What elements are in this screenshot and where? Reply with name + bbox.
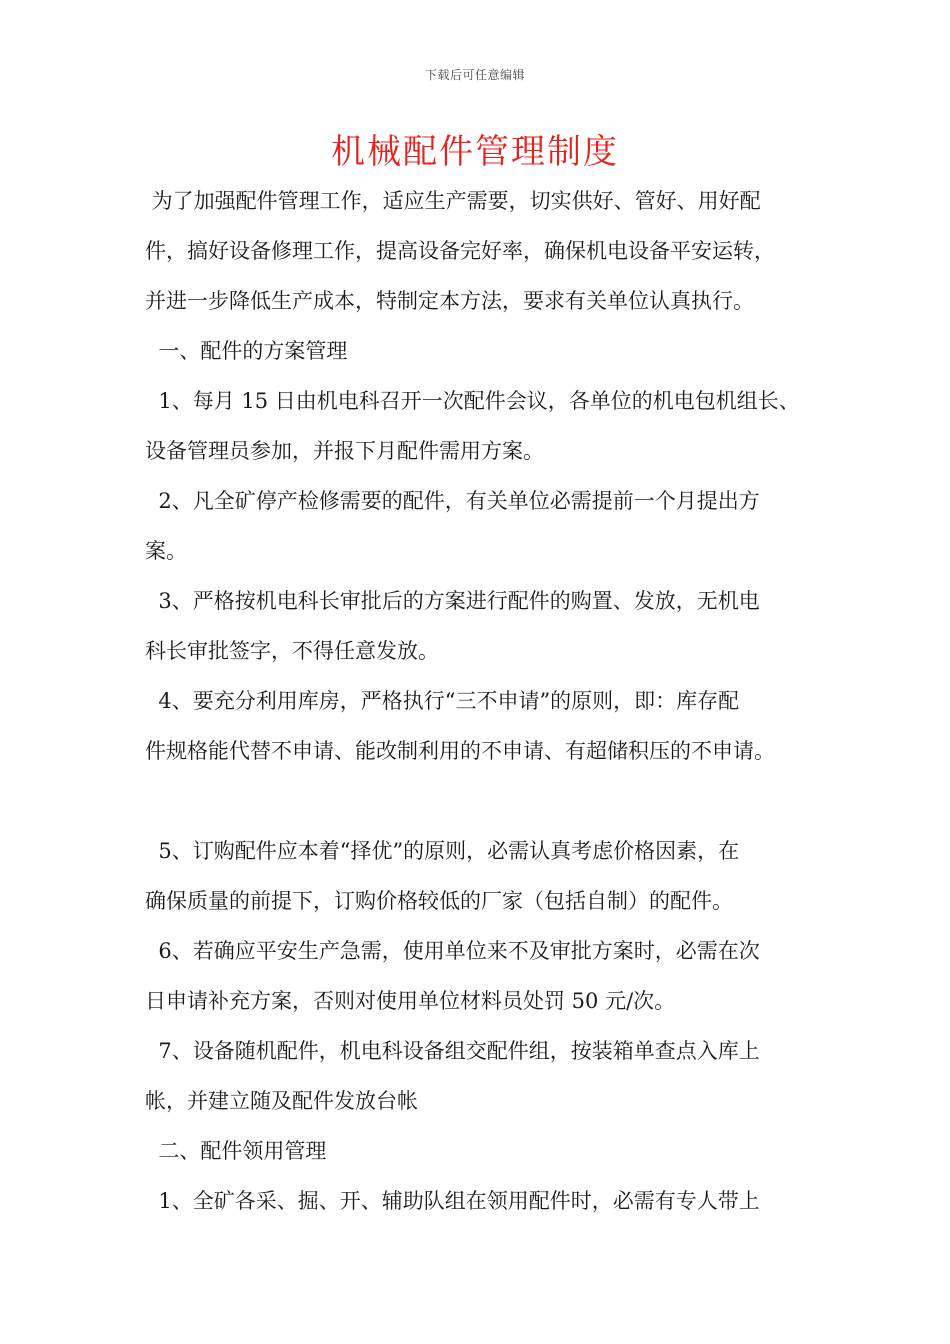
body-line: 二、配件领用管理	[145, 1139, 327, 1163]
document-title: 机械配件管理制度	[331, 132, 619, 172]
body-line: 为了加强配件管理工作，适应生产需要，切实供好、管好、用好配	[145, 189, 761, 213]
body-line: 案。	[145, 539, 187, 563]
body-line: 并进一步降低生产成本，特制定本方法，要求有关单位认真执行。	[145, 289, 754, 313]
body-line: 件规格能代替不申请、能改制利用的不申请、有超储积压的不申请。	[145, 739, 775, 763]
body-line: 2、凡全矿停产检修需要的配件，有关单位必需提前一个月提出方	[145, 489, 760, 513]
body-line: 帐，并建立随及配件发放台帐	[145, 1089, 418, 1113]
body-line: 7、设备随机配件，机电科设备组交配件组，按装箱单查点入库上	[145, 1039, 760, 1063]
body-line: 6、若确应平安生产急需，使用单位来不及审批方案时，必需在次	[145, 939, 760, 963]
body-line: 确保质量的前提下，订购价格较低的厂家（包括自制）的配件。	[145, 889, 733, 913]
header-note: 下载后可任意编辑	[424, 68, 525, 82]
body-line: 1、每月 15 日由机电科召开一次配件会议，各单位的机电包机组长、	[145, 389, 800, 413]
body-line: 5、订购配件应本着“择优”的原则，必需认真考虑价格因素，在	[145, 839, 740, 863]
body-line: 一、配件的方案管理	[145, 339, 348, 363]
body-line: 1、全矿各采、掘、开、辅助队组在领用配件时，必需有专人带上	[145, 1189, 760, 1213]
body-line: 日申请补充方案，否则对使用单位材料员处罚 50 元/次。	[145, 989, 676, 1013]
body-line: 4、要充分利用库房，严格执行“三不申请”的原则，即：库存配	[145, 689, 740, 713]
body-line: 设备管理员参加，并报下月配件需用方案。	[145, 439, 544, 463]
body-line: 3、严格按机电科长审批后的方案进行配件的购置、发放，无机电	[145, 589, 760, 613]
body-line: 科长审批签字，不得任意发放。	[145, 639, 439, 663]
body-line: 件，搞好设备修理工作，提高设备完好率，确保机电设备平安运转，	[145, 239, 775, 263]
blank-line	[145, 776, 815, 826]
document-body	[145, 176, 815, 1226]
